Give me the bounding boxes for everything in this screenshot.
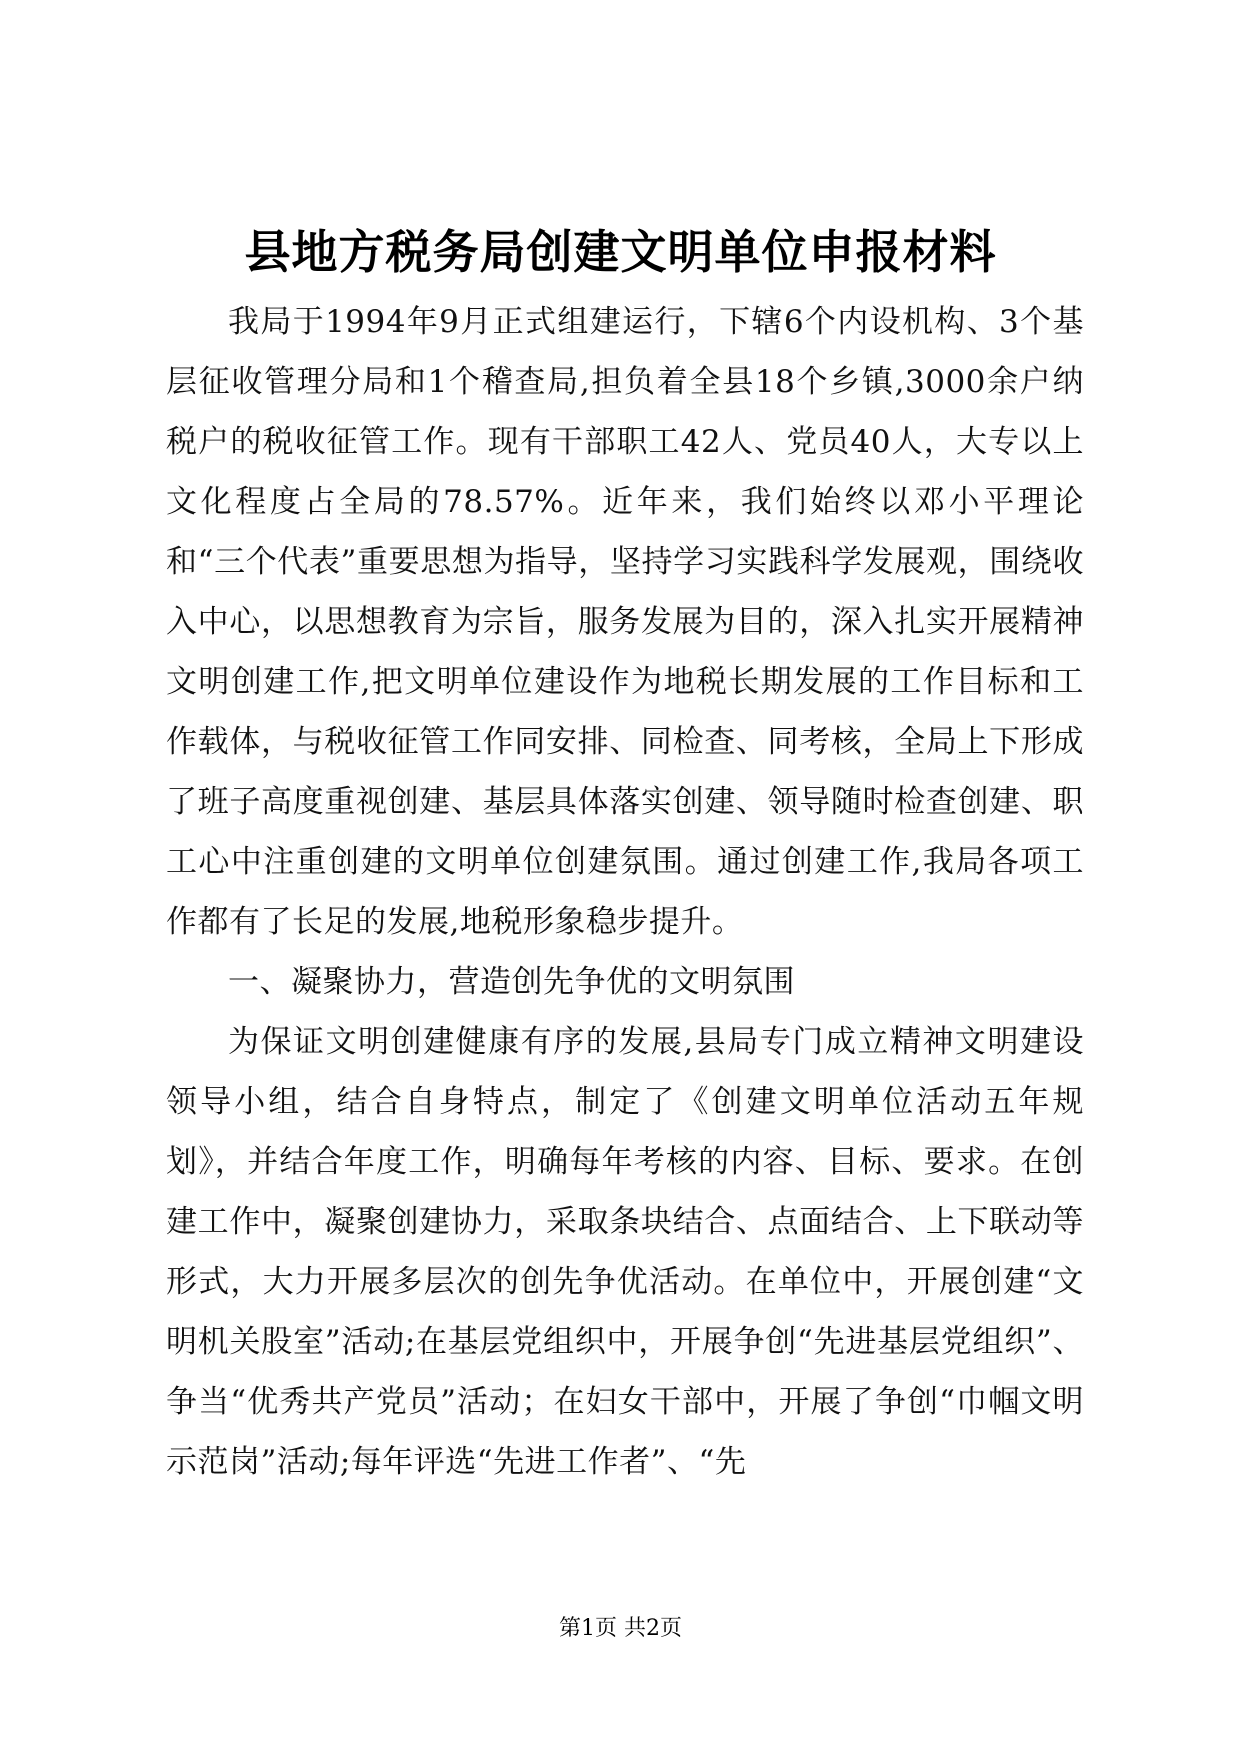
document-body [166,292,1084,1492]
document-title: 县地方税务局创建文明单位申报材料 [244,225,997,279]
section-heading-1: 一、凝聚协力，营造创先争优的文明氛围 [228,964,795,1000]
paragraph-intro: 我局于1994年9月正式组建运行，下辖6个内设机构、3个基层征收管理分局和1个稽查局,担负着全县18个乡镇,3000余户纳税户的税收征管工作。现有干部职工42人、党员40人，大专以上文化程度占全局的78.57%。近年来，我们始终以邓小平理论和“三个代表”重要思想为指导，坚持学习实践科学发展观，围绕收入中心，以思想教育为宗旨，服务发展为目的，深入扎实开展精神文明创建工作,把文明单位建设作为地税长期发展的工作目标和工作载体，与税收征管工作同安排、同检查、同考核，全局上下形成了班子高度重视创建、基层具体落实创建、领导随时检查创建、职工心中注重创建的文明单位创建氛围。通过创建工作,我局各项工作都有了长足的发展,地税形象稳步提升。 [166,304,1084,940]
page-number-footer: 第1页 共2页 [559,1616,682,1641]
paragraph-section-1: 为保证文明创建健康有序的发展,县局专门成立精神文明建设领导小组，结合自身特点，制定了《创建文明单位活动五年规划》，并结合年度工作，明确每年考核的内容、目标、要求。在创建工作中，凝聚创建协力，采取条块结合、点面结合、上下联动等形式，大力开展多层次的创先争优活动。在单位中，开展创建“文明机关股室”活动;在基层党组织中，开展争创“先进基层党组织”、争当“优秀共产党员”活动；在妇女干部中，开展了争创“巾帼文明示范岗”活动;每年评选“先进工作者”、“先 [166,1024,1084,1480]
